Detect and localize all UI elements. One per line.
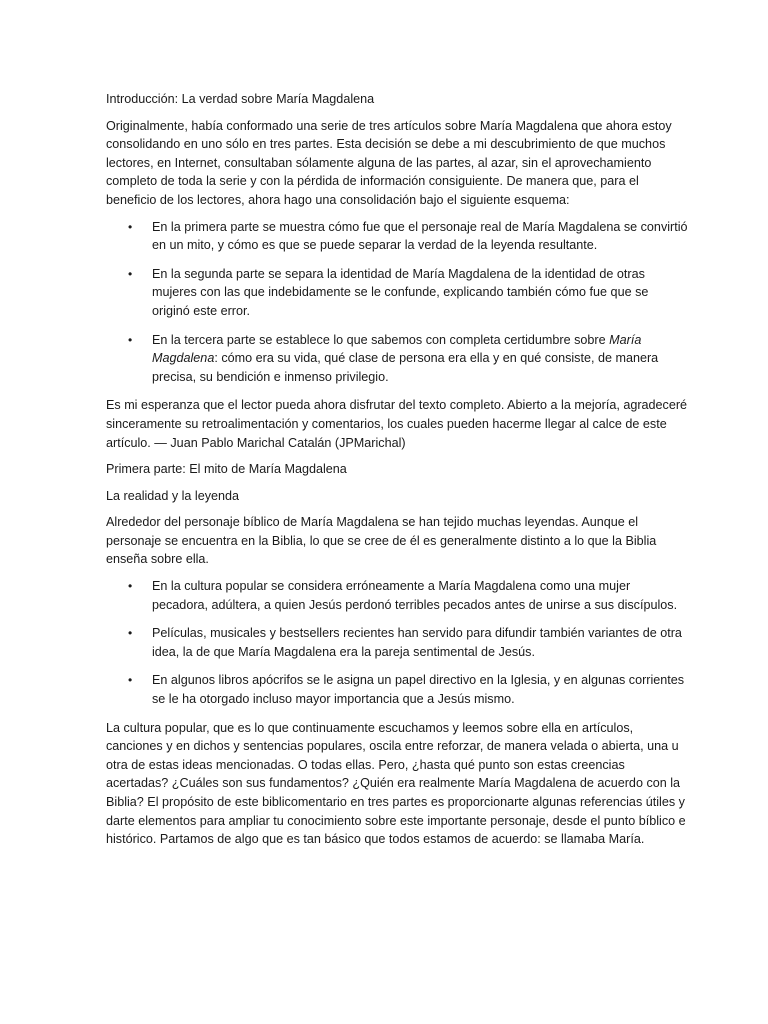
list-item-text: , y en algunas corrientes se le ha otorgado incluso mayor importancia que a Jesús mismo. <box>152 673 685 707</box>
list-item-text: En la cultura popular se considera erróneamente a María Magdalena como una <box>152 579 599 594</box>
list-item-text: se separa la identidad de María Magdalena de la identidad de otras mujeres con las que indebidamente se le confunde, explicando también cómo fue que se originó este error. <box>152 266 649 318</box>
list-item-text: se muestra cómo fue que el personaje real de María Magdalena se convirtió en un mito, y cómo es que se puede separar la verdad de la leyenda resultante. <box>152 219 688 253</box>
mujer-pecadora-link[interactable]: mujer pecadora <box>152 579 631 612</box>
list-item-text: : cómo era su vida, qué clase de persona era ella y en qué consiste, de manera precisa, su bendición e inmenso privilegio. <box>152 351 659 384</box>
intro-link-articulos[interactable]: artículos sobre María Magdalena <box>393 118 578 133</box>
pareja-sentimental-link[interactable]: pareja sentimental de Jesús <box>374 644 532 659</box>
list-item <box>152 671 688 708</box>
list-item-emphasis: María Magdalena <box>152 332 642 366</box>
intro-text-a: Originalmente, había conformado una serie de tres <box>106 118 394 133</box>
segunda-parte-link[interactable]: En la segunda parte <box>152 266 265 281</box>
doc-title: Introducción: La verdad sobre María Magdalena <box>106 92 375 106</box>
intro-text-c: que ahora estoy consolidando en uno sólo en tres partes. Esta decisión se debe a mi descubrimiento de que muchos lectores, en Internet, consultaban sólamente alguna de las partes, al azar, sin el aprovechamiento completo de toda la serie y con la pérdida de información consiguiente. De manera que, para el beneficio de los lectores, ahora hago una consolidación bajo el siguiente esquema: <box>106 118 672 207</box>
list-item <box>152 265 688 321</box>
beliefs-list <box>106 577 688 709</box>
tercera-parte-link[interactable]: En la tercera parte <box>152 332 256 347</box>
list-item-text: . <box>531 644 535 659</box>
primera-parte-link[interactable]: En la primera parte <box>152 219 260 234</box>
list-item <box>152 577 688 614</box>
closing-paragraph: La cultura popular, que es lo que continuamente escuchamos y leemos sobre ella en artículos, canciones y en dichos y sentencias populares, oscila entre reforzar, de manera velada o abierta, una u otra de estas ideas mencionadas. O todas ellas. Pero, ¿hasta qué punto son estas creencias acertadas? ¿Cuáles son sus fundamentos? ¿Quién era realmente María Magdalena de acuerdo con la Biblia? El propósito de este biblicomentario en tres partes es proporcionarte algunas referencias útiles y darte elementos para ampliar tu conocimiento sobre este importante personaje, desde el punto bíblico e histórico. Partamos de algo que es tan básico que todos estamos de acuerdo: se llamaba María. <box>106 720 686 847</box>
scheme-list <box>106 218 688 387</box>
intro-paragraph <box>106 117 688 210</box>
section-title: La realidad y la leyenda <box>106 488 240 503</box>
legend-intro-paragraph: Alrededor del personaje bíblico de María Magdalena se han tejido muchas leyendas. Aunque el personaje se encuentra en la Biblia, lo que se cree de él es generalmente distinto a lo que la Biblia enseña sobre ella. <box>106 515 657 567</box>
part1-title: Primera parte: El mito de María Magdalena <box>106 462 347 477</box>
hope-paragraph: Es mi esperanza que el lector pueda ahora disfrutar del texto completo. Abierto a la mejoría, agradeceré sinceramente su retroalimentación y comentarios, los cuales pueden hacerme llegar al calce de este artículo. — Juan Pablo Marichal Catalán (JPMarichal) <box>106 398 688 450</box>
list-item-text: Películas, musicales y bestsellers recientes han servido para difundir también variantes de otra idea, la de que María Magdalena era la <box>152 626 682 659</box>
list-item-text: , adúltera, a quien Jesús perdonó terribles pecados antes de unirse a sus discípulos. <box>204 597 678 612</box>
list-item <box>152 624 688 661</box>
list-item-text: En algunos libros apócrifos se le asigna un <box>152 673 395 688</box>
list-item <box>152 218 688 255</box>
papel-directivo-link[interactable]: papel directivo en la Iglesia <box>394 673 547 688</box>
list-item <box>152 331 688 387</box>
list-item-text: se establece lo que sabemos con completa certidumbre sobre <box>255 332 610 347</box>
